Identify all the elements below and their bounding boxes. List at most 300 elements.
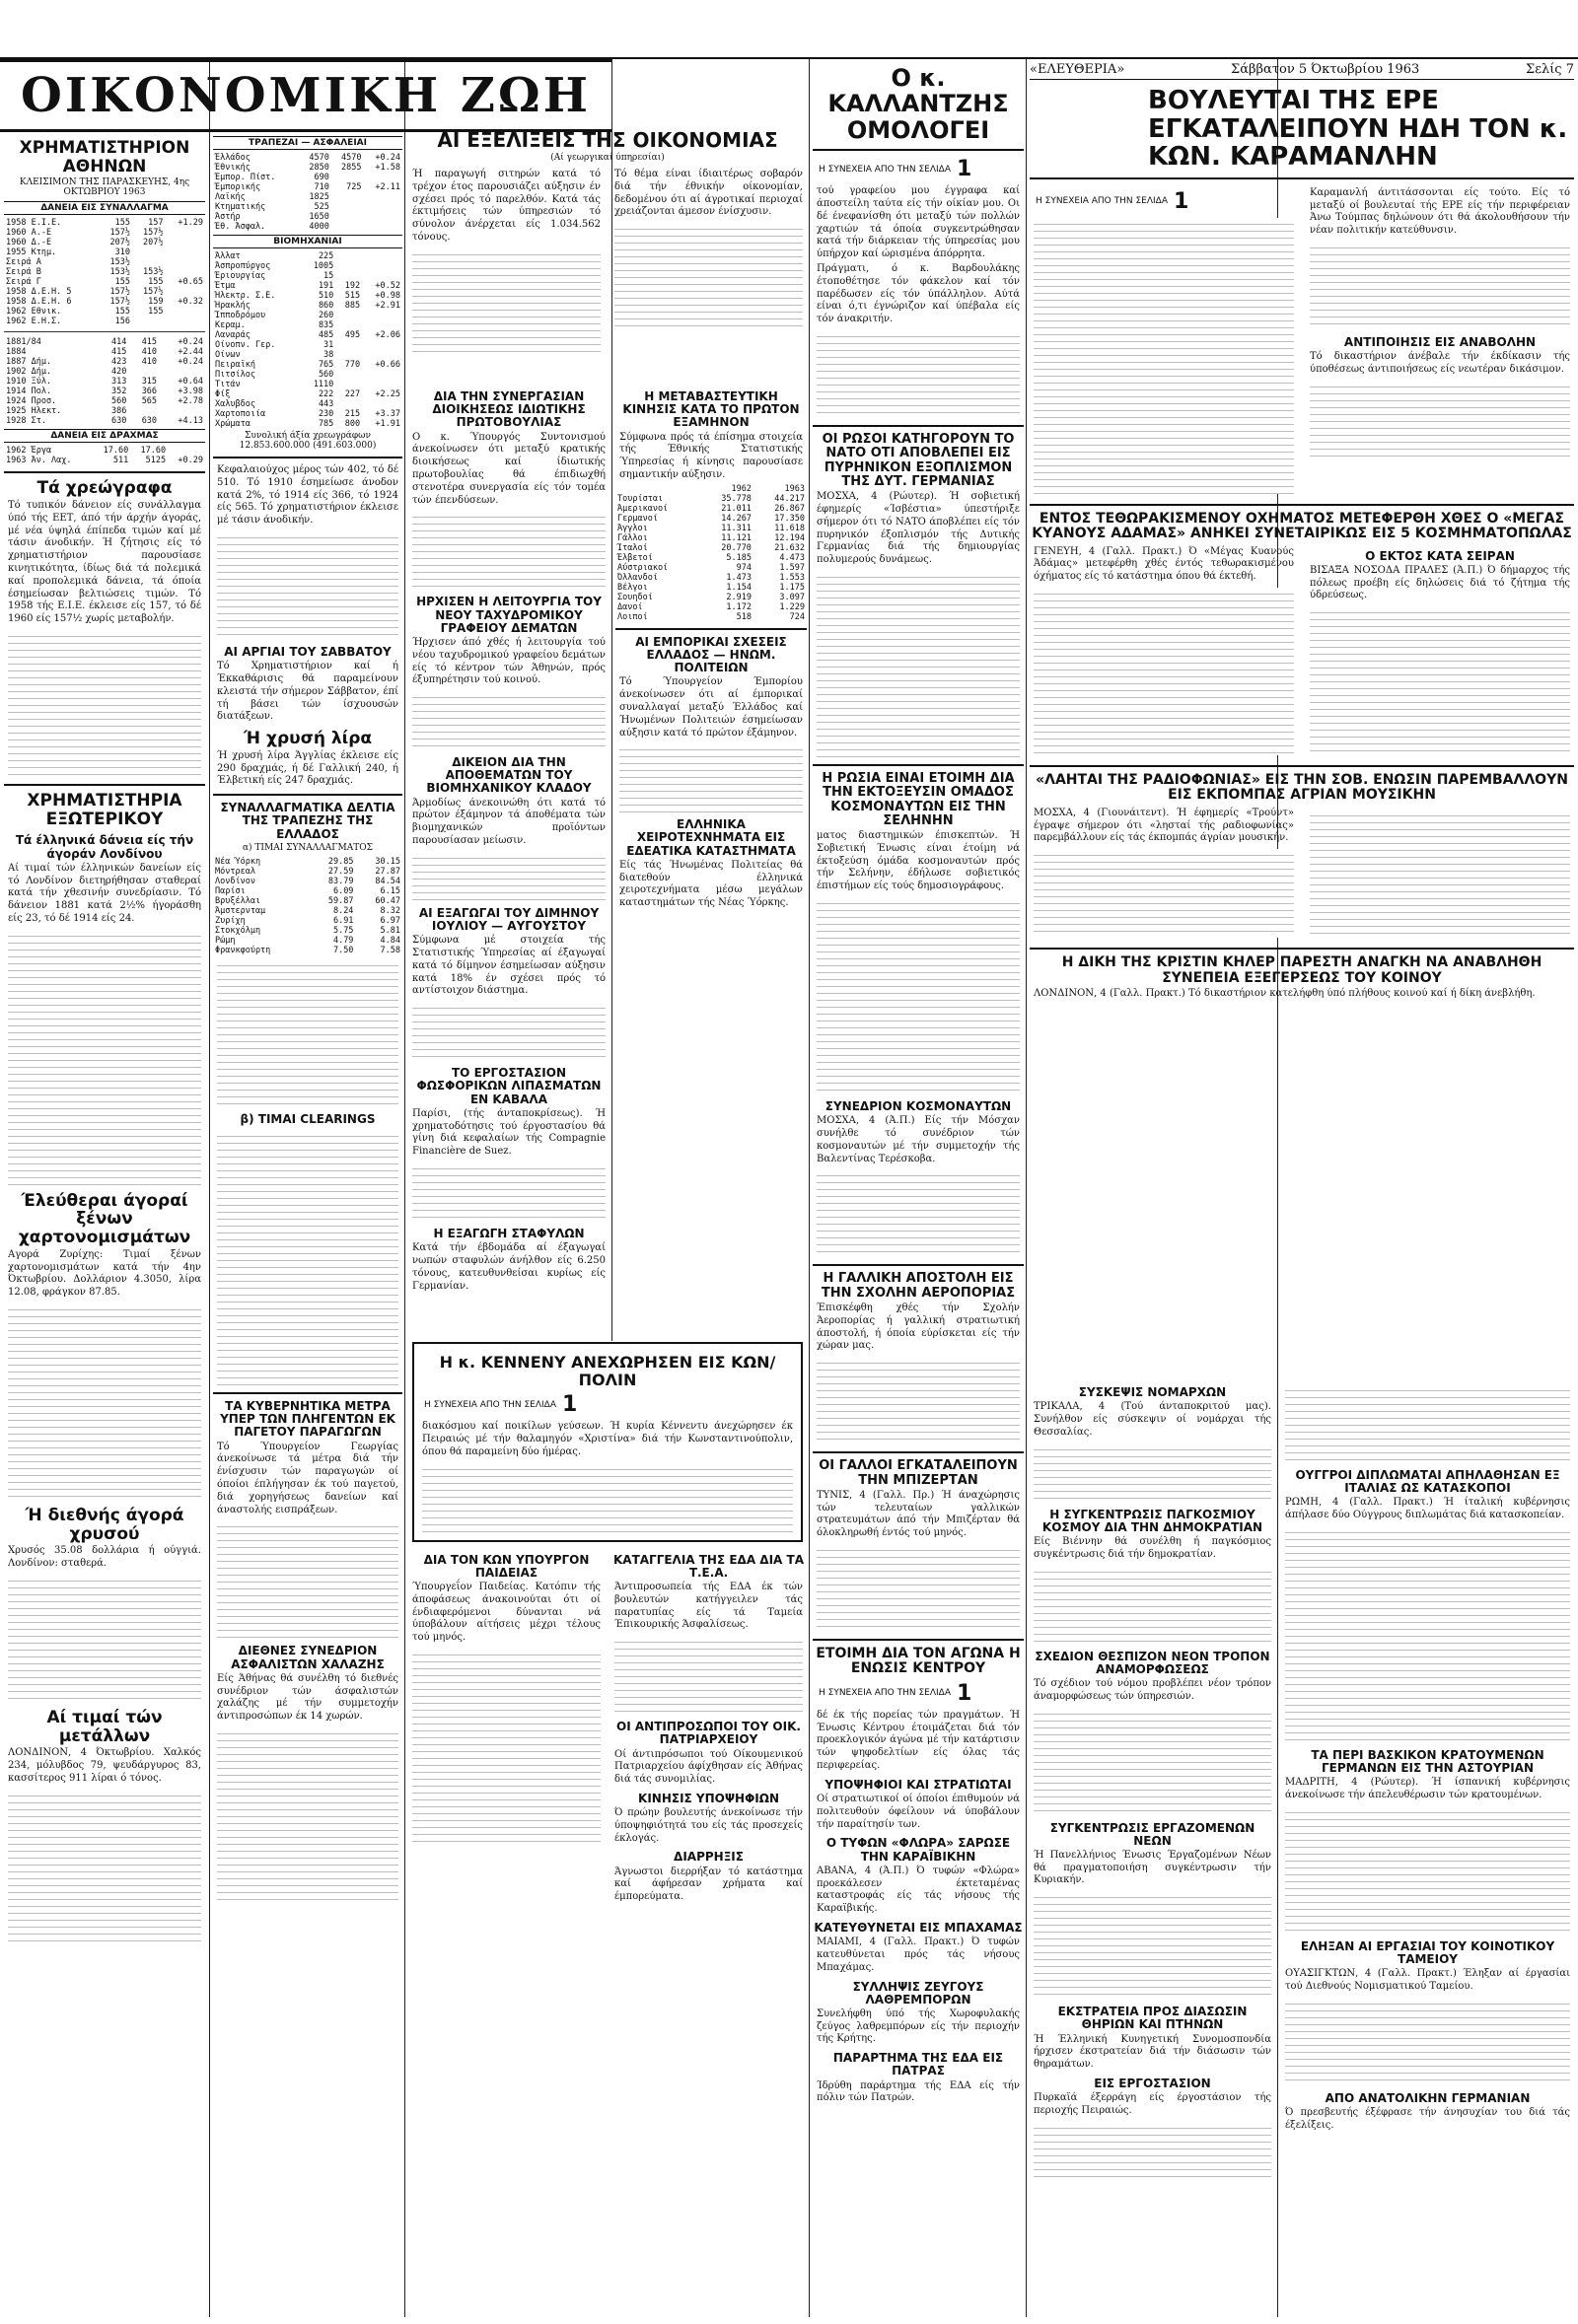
table-cell-value: 4000 <box>309 222 329 232</box>
table-cell-value: 84.54 <box>375 876 400 886</box>
text-block <box>422 1463 793 1532</box>
table-row <box>213 291 402 301</box>
table-cell-value: 159 <box>148 297 164 308</box>
table-cell-value: 17.60 <box>103 446 129 457</box>
table-row <box>615 602 807 612</box>
table-cell-value <box>166 247 206 257</box>
table-cell-name: Χαλυβδος <box>215 399 255 409</box>
table-cell-name: Σειρά Γ <box>6 277 41 288</box>
table-row <box>213 926 402 936</box>
eda-complaint-title: ΚΑΤΑΓΓΕΛΙΑ ΤΗΣ ΕΔΑ ΔΙΑ ΤΑ Τ.Ε.Α. <box>612 1552 804 1580</box>
military-candidates-body: Οί στρατιωτικοί οί όποίοι έπιθυμούν νά πολιτευθούν όφείλουν νά ύποβάλουν τήν παραίτησίν των. <box>817 1793 1020 1830</box>
table-cell-name: 1960 Δ.-Ε <box>6 238 52 248</box>
table-cell-value: 153½ <box>109 257 130 268</box>
table-row <box>213 906 402 916</box>
post-office-title: ΗΡΧΙΣΕΝ Η ΛΕΙΤΟΥΡΓΙΑ ΤΟΥ ΝΕΟΥ ΤΑΧΥΔΡΟΜΙΚΟΥ ΓΡΑΦΕΙΟΥ ΔΕΜΑΤΩΝ <box>416 595 602 635</box>
text-block <box>614 1636 803 1715</box>
table-cell-value: +0.64 <box>178 377 203 387</box>
table-row <box>4 406 205 416</box>
table-row <box>213 896 402 906</box>
table-cell-name: Ήρακλής <box>215 301 251 311</box>
table-cell-value: 157½ <box>109 297 130 308</box>
table-cell-name: Φρανκφούρτη <box>215 945 271 955</box>
table-cell-name: Πιτσίλος <box>215 370 255 380</box>
table-cell-value <box>364 192 402 202</box>
metals-body: ΛΟΝΔΙΝΟΝ, 4 Όκτωβρίου. Χαλκός 234, μόλυβδος 79, ψευδάργυρος 83, κασσίτερος 911 λίραι ό τόνος. <box>8 1747 201 1784</box>
table-cell-name: Έριουργίας <box>215 271 266 281</box>
foreign-exchanges-subtitle: Τά έλληνικά δάνεια είς τήν άγοράν Λονδίνου <box>15 833 194 861</box>
table-cell-value: 17.350 <box>774 513 805 524</box>
table-cell-name: Λαναράς <box>215 330 251 340</box>
table-cell-value <box>166 287 206 297</box>
table-cell-value: 560 <box>318 370 334 380</box>
tourism-title: Η ΜΕΤΑΒΑΣΤΕΥΤΙΚΗ ΚΙΝΗΣΙΣ ΚΑΤΑ ΤΟ ΠΡΩΤΟΝ ΕΞΑΜΗΝΟΝ <box>622 389 800 430</box>
table-row <box>213 222 402 232</box>
east-germany-title: ΑΠΟ ΑΝΑΤΟΛΙΚΗΝ ΓΕΡΜΑΝΙΑΝ <box>1325 2090 1531 2105</box>
table-cell-value: 157½ <box>143 287 164 298</box>
typhoon-body: ΑΒΑΝΑ, 4 (Ά.Π.) Ό τυφών «Φλώρα» προεκάλεσεν έκτεταμένας καταστροφάς είς τάς νήσους τής Καραϊβικής. <box>817 1865 1020 1915</box>
trade-relations-body: Τό Ύπουργείον Έμπορίου άνεκοίνωσεν ότι αί έμπορικαί συναλλαγαί μεταξύ Έλλάδος καί Ήνωμένων Πολιτειών έσημείωσαν αύξησιν κατά τό πρώτον έξάμηνον. <box>619 676 803 739</box>
continuation-page: 1 <box>956 157 972 182</box>
text-block <box>817 571 1020 758</box>
table-cell-value: 35.778 <box>721 493 752 504</box>
table-cell-value: 352 <box>110 387 127 397</box>
table-row <box>213 261 402 271</box>
table-row <box>4 297 205 307</box>
table-row <box>213 867 402 877</box>
table-cell-name: Έθ. Άσφαλ. <box>215 222 266 232</box>
metals-title: Αί τιμαί τών μετάλλων <box>46 1707 163 1746</box>
nomarchs-title: ΣΥΣΚΕΨΙΣ ΝΟΜΑΡΧΩΝ <box>1078 1385 1227 1399</box>
cooperation-title: ΔΙΑ ΤΗΝ ΣΥΝΕΡΓΑΣΙΑΝ ΔΙΟΙΚΗΣΕΩΣ ΙΔΙΩΤΙΚΗΣ ΠΡΩΤΟΒΟΥΛΙΑΣ <box>432 389 586 430</box>
centre-union-title: ΕΤΟΙΜΗ ΔΙΑ ΤΟΝ ΑΓΩΝΑ Η ΕΝΩΣΙΣ ΚΕΝΤΡΟΥ <box>816 1646 1021 1677</box>
diamond-body: ΓΕΝΕΥΗ, 4 (Γαλλ. Πρακτ.) Ό «Μέγας Κυανούς Άδάμας» μετεφέρθη χθές έντός τεθωρακισμένου όχήματος είς τό κατάστημα όπου θά έκτεθή. <box>1034 545 1294 583</box>
table-row <box>4 416 205 426</box>
continuation-label: Η ΣΥΝΕΧΕΙΑ ΑΠΟ ΤΗΝ ΣΕΛΙΔΑ <box>424 1399 556 1410</box>
column-rule <box>404 59 405 2317</box>
date-bar <box>1030 59 1574 80</box>
game-protection-body: Ή Έλληνική Κυνηγετική Συνομοσπονδία ήρχισεν έκστρατείαν διά τήν διάσωσιν τών θηραμάτων. <box>1034 2033 1271 2071</box>
bank-bulletin-subtitle: α) ΤΙΜΑΙ ΣΥΝΑΛΛΑΓΜΑΤΟΣ <box>242 842 374 853</box>
table-row <box>213 419 402 429</box>
kallantzis-body: τού γραφείου μου έγγραφα καί άποστείλη ταύτα είς τήν οίκίαν μου. Οι δέ ένεφανίσθη ότι μεταξύ τών πολλών χαρτιών τά όποία συγκεντρώθησαν κατά τήν διάρκειαν τής ύπηρεσίας μου ύπήρχον καί ώρισμένα άπόρρητα. <box>817 185 1020 260</box>
table-row <box>615 593 807 602</box>
table-cell-value: 1110 <box>313 380 334 389</box>
table-cell-value: 414 <box>110 337 127 348</box>
table-cell-name: Αύστριακοί <box>617 562 669 573</box>
table-cell-name: Σειρά Β <box>6 267 41 278</box>
table-cell-name: Έμπορικής <box>215 182 261 192</box>
table-cell-value: +0.29 <box>178 456 203 466</box>
text-block <box>8 1575 201 1703</box>
table-cell-name: Δανοί <box>617 601 643 612</box>
table-cell-value: 27.87 <box>375 866 400 877</box>
post-office-body: Ήρχισεν άπό χθές ή λειτουργία τού νέου ταχυδρομικού γραφείου δεμάτων είς τό κέντρον τών Άθηνών, πρός έξυπηρέτησιν τού κοινού. <box>412 636 606 686</box>
table-cell-value: +2.06 <box>375 330 400 340</box>
table-cell-name: Βέλγοι <box>617 582 648 593</box>
text-block <box>1310 242 1570 330</box>
candidates-body: Ό πρώην βουλευτής άνεκοίνωσε τήν ύποψηφιότητά του είς τάς προσεχείς έκλογάς. <box>614 1807 803 1844</box>
table-cell-name: Σειρά Α <box>6 257 41 268</box>
text-block <box>1034 1708 1271 1816</box>
burglary-body: Άγνωστοι διερρήξαν τό κατάστημα καί άφήρεσαν χρήματα καί έμπορεύματα. <box>614 1866 803 1903</box>
saturday-body: Τό Χρηματιστήριον καί ή Έκκαθάρισις θά παραμείνουν κλειστά τήν σήμερον Σάββατον, έπί τή βάσει τών ίσχυουσών διατάξεων. <box>217 661 398 723</box>
table-cell-value: 1.172 <box>726 601 752 612</box>
table-cell-value: 155 <box>148 277 164 288</box>
table-row <box>213 350 402 360</box>
table-row <box>4 387 205 396</box>
table-cell-value <box>362 380 402 389</box>
table-row <box>213 320 402 330</box>
kallantzis-body-b: Πράγματι, ό κ. Βαρδουλάκης έτοποθέτησε τόν φάκελον καί τόν παρέδωσεν είς τόν ύπάλληλον. Αύτά είναι ό,τι έγνώριζον καί ύπέβαλα είς τόν άνακριτήν. <box>817 262 1020 325</box>
table-cell-name: Κτηματικής <box>215 202 266 212</box>
table-row <box>213 281 402 291</box>
table-row <box>213 182 402 192</box>
young-workers-title: ΣΥΓΚΕΝΤΡΩΣΙΣ ΕΡΓΑΖΟΜΕΝΩΝ ΝΕΩΝ <box>1049 1820 1255 1848</box>
diamond-title: ΕΝΤΟΣ ΤΕΘΩΡΑΚΙΣΜΕΝΟΥ ΟΧΗΜΑΤΟΣ ΜΕΤΕΦΕΡΘΗ ΧΘΕΣ Ο «ΜΕΓΑΣ ΚΥΑΝΟΥΣ ΑΔΑΜΑΣ» ΑΝΗΚΕΙ ΣΥΝΕΤΑΙΡΙΚΩΣ ΕΙΣ 5 ΚΟΣΜΗΜΑΤΟΠΩΛΑΣ <box>1032 510 1572 542</box>
table-cell-value <box>335 380 362 389</box>
table-cell-value: 560 <box>110 396 127 407</box>
table-cell-value <box>331 222 364 232</box>
table-row <box>615 504 807 514</box>
text-block <box>619 743 803 812</box>
table-cell-name: Άλλατ <box>215 251 241 261</box>
frost-measures-body: Τό Ύπουργείον Γεωργίας άνεκοίνωσε τά μέτρα διά τήν ένίσχυσιν τών παραγωγών οί όποίοι έπλήγησαν έκ τού παγετού, διά χορηγήσεως δανείων καί άναστολής εισπράξεων. <box>217 1441 398 1515</box>
exports-title: ΑΙ ΕΞΑΓΩΓΑΙ ΤΟΥ ΔΙΜΗΝΟΥ ΙΟΥΛΙΟΥ — ΑΥΓΟΥΣΤΟΥ <box>418 905 600 934</box>
table-cell-value: 157 <box>148 218 164 229</box>
masthead: ΟΙΚΟΝΟΜΙΚΗ ΖΩΗ <box>0 59 611 132</box>
table-cell-name: Σουηδοί <box>617 592 653 602</box>
table-cell-value: +0.32 <box>178 297 203 308</box>
table-cell-value: 5.81 <box>380 925 400 936</box>
table-cell-value: 724 <box>789 611 805 622</box>
table-row <box>4 247 205 257</box>
tourism-body: Σύμφωνα πρός τά έπίσημα στοιχεία τής Έθνικής Στατιστικής Ύπηρεσίας ή κίνησις παρουσίασε σημαντικήν αύξησιν. <box>619 431 803 480</box>
education-notice-title: ΔΙΑ ΤΟΝ ΚΩΝ ΥΠΟΥΡΓΟΝ ΠΑΙΔΕΙΑΣ <box>423 1552 590 1580</box>
table-cell-value <box>166 257 206 267</box>
table-cell-name: 1928 Στ. <box>6 416 46 427</box>
table-cell-value: 83.79 <box>327 876 354 886</box>
table-cell-name: Άστήρ <box>215 212 241 222</box>
table-cell-name: Τιτάν <box>215 380 241 389</box>
typhoon-title: Ο ΤΥΦΩΝ «ΦΛΩΡΑ» ΣΑΡΩΣΕ ΤΗΝ ΚΑΡΑΪΒΙΚΗΝ <box>825 1836 1011 1864</box>
column-rule <box>209 59 210 2317</box>
table-cell-name: 1962 Ε.Η.Σ. <box>6 317 62 327</box>
table-cell-value: +1.91 <box>375 419 400 429</box>
table-cell-value <box>335 320 362 330</box>
table-row <box>213 946 402 955</box>
exchange-title: ΧΡΗΜΑΤΙΣΤΗΡΙΟΝ ΑΘΗΝΩΝ <box>19 138 190 176</box>
handicrafts-body: Είς τάς Ήνωμένας Πολιτείας θά διατεθούν έλληνικά χειροτεχνήματα μέσω μεγάλων καταστημάτων τής Νέας Ύόρκης. <box>619 859 803 909</box>
foreign-exchanges-title: ΧΡΗΜΑΤΙΣΤΗΡΙΑ ΕΞΩΤΕΡΙΚΟΥ <box>27 791 182 829</box>
radio-pirates-title: «ΛΑΗΤΑΙ ΤΗΣ ΡΑΔΙΟΦΩΝΙΑΣ» ΕΙΣ ΤΗΝ ΣΟΒ. ΕΝΩΣΙΝ ΠΑΡΕΜΒΑΛΛΟΥΝ ΕΙΣ ΕΚΠΟΜΠΑΣ ΑΓΡΙΑΝ ΜΟΥΣΙΚΗΝ <box>1036 771 1568 804</box>
table-cell-value: 17.60 <box>140 446 167 457</box>
table-cell-value: +0.65 <box>178 277 203 288</box>
table-cell-value: 3.097 <box>779 592 805 602</box>
text-block <box>217 959 398 1107</box>
factory-fire-title: ΕΙΣ ΕΡΓΟΣΤΑΣΙΟΝ <box>1094 2077 1211 2091</box>
table-cell-name: Νέα Ύόρκη <box>215 856 261 867</box>
table-cell-value: 30.15 <box>375 856 400 867</box>
text-block <box>412 691 606 750</box>
table-row <box>4 377 205 387</box>
candidates-title: ΚΙΝΗΣΙΣ ΥΠΟΨΗΦΙΩΝ <box>638 1791 779 1805</box>
table-cell-value: 765 <box>318 360 334 370</box>
table-cell-value: 310 <box>114 247 130 258</box>
text-block <box>1034 1891 1271 2000</box>
table-cell-value: 415 <box>110 347 127 358</box>
cosmonauts-title: ΣΥΝΕΔΡΙΟΝ ΚΟΣΜΟΝΑΥΤΩΝ <box>825 1099 1012 1114</box>
continuation-page: 1 <box>1173 188 1189 214</box>
table-cell-value <box>335 311 362 320</box>
text-block <box>412 1162 606 1222</box>
table-cell-value: 215 <box>344 409 361 419</box>
table-row <box>615 612 807 622</box>
table-cell-name: Έλλάδος <box>215 153 251 163</box>
table-cell-value: +1.29 <box>178 218 203 229</box>
banks-header: ΤΡΑΠΕΖΑΙ — ΑΣΦΑΛΕΙΑΙ <box>213 136 402 150</box>
table-cell-name: Έλβετοί <box>617 552 653 563</box>
table-cell-name: Ζυρίχη <box>215 915 246 926</box>
table-row <box>4 257 205 267</box>
table-cell-value <box>335 271 362 281</box>
table-cell-name: 1924 Προσ. <box>6 396 57 407</box>
table-row <box>213 202 402 212</box>
table-cell-value <box>128 367 159 377</box>
table-cell-name: Χαρτοποιία <box>215 409 266 419</box>
table-header-row <box>615 484 807 494</box>
text-block <box>217 1130 398 1386</box>
economy-title: ΑΙ ΕΞΕΛΙΞΕΙΣ ΤΗΣ ΟΙΚΟΝΟΜΙΑΣ <box>437 128 778 152</box>
exchange-subtitle: ΚΛΕΙΣΙΜΟΝ ΤΗΣ ΠΑΡΑΣΚΕΥΗΣ, 4ης ΟΚΤΩΒΡΙΟΥ 1963 <box>19 177 190 198</box>
table-cell-value: 410 <box>141 347 158 358</box>
table-cell-value <box>335 340 362 350</box>
saturday-title: ΑΙ ΑΡΓΙΑΙ ΤΟΥ ΣΑΒΒΑΤΟΥ <box>224 644 392 659</box>
reform-body: Τό σχέδιον τού νόμου προβλέπει νέον τρόπον άναμορφώσεως τών ύπηρεσιών. <box>1034 1677 1271 1702</box>
imf-body: ΟΥΑΣΙΓΚΤΩΝ, 4 (Γαλλ. Πρακτ.) Έληξαν αί έργασίαι τού Διεθνούς Νομισματικού Ταμείου. <box>1285 1968 1570 1993</box>
kennedy-title: Η κ. ΚΕΝΝΕΝΥ ΑΝΕΧΩΡΗΣΕΝ ΕΙΣ ΚΩΝ/ΠΟΛΙΝ <box>439 1353 776 1389</box>
text-block <box>817 330 1020 419</box>
text-block <box>1034 1444 1271 1503</box>
table-cell-value: 1.597 <box>779 562 805 573</box>
table-cell-value: 27.59 <box>327 866 354 877</box>
table-cell-value <box>362 271 402 281</box>
column-3 <box>408 385 610 1331</box>
ere-title: ΒΟΥΛΕΥΤΑΙ ΤΗΣ ΕΡΕ ΕΓΚΑΤΑΛΕΙΠΟΥΝ ΗΔΗ ΤΟΝ κ. ΚΩΝ. ΚΑΡΑΜΑΝΛΗΝ <box>1148 86 1568 173</box>
text-block <box>1034 2122 1271 2181</box>
text-block <box>614 223 803 331</box>
table-cell-value: 1.473 <box>726 572 752 583</box>
economy-subtitle: (Αί γεωργικαί ύπηρεσίαι) <box>550 153 665 163</box>
table-row <box>213 399 402 409</box>
table-row <box>4 456 205 465</box>
table-cell-name: Ήλεκτρ. Σ.Ε. <box>215 291 276 301</box>
table-cell-name: Λονδίνον <box>215 876 255 886</box>
table-cell-value: 1.154 <box>726 582 752 593</box>
tourism-table <box>615 484 807 622</box>
table-cell-value: 192 <box>344 281 361 291</box>
text-block <box>1310 606 1570 754</box>
patriarchate-title: ΟΙ ΑΝΤΙΠΡΟΣΩΠΟΙ ΤΟΥ ΟΙΚ. ΠΑΤΡΙΑΡΧΕΙΟΥ <box>616 1720 801 1747</box>
table-cell-value: 207½ <box>143 238 164 248</box>
continuation-marker <box>424 1392 791 1417</box>
democracy-title: Η ΣΥΓΚΕΝΤΡΩΣΙΣ ΠΑΓΚΟΣΜΙΟΥ ΚΟΣΜΟΥ ΔΙΑ ΤΗΝ ΔΗΜΟΚΡΑΤΙΑΝ <box>1041 1507 1263 1534</box>
exports-body: Σύμφωνα μέ στοιχεία τής Στατιστικής Ύπηρεσίας αί έξαγωγαί κατά τό δίμηνον έσημείωσαν αύξησιν κατά 18% έν σχέσει πρός τό αντίστοιχον διάστημα. <box>412 935 606 997</box>
text-block <box>817 1357 1020 1445</box>
economy-body-b: Τό θέμα είναι ίδιαιτέρως σοβαρόν διά τήν έθνικήν οίκονομίαν, δεδομένου ότι αί άγροτικαί περιοχαί χρειάζονται άμεσον ένίσχυσιν. <box>614 169 803 218</box>
text-block <box>217 531 398 640</box>
table-cell-name: Λαϊκής <box>215 192 246 202</box>
table-cell-name: 1925 Ηλεκτ. <box>6 406 62 417</box>
table-cell-value: 8.24 <box>332 905 354 916</box>
table-cell-value: 420 <box>110 367 127 378</box>
swiss-market-body: Αγορά Ζυρίχης: Τιμαί ξένων χαρτονομισμάτων κατά τήν 4ην Όκτωβρίου. Δολλάριον 4.3050, λίρα 12.08, φράγκον 87.85. <box>8 1248 201 1299</box>
table-cell-value: 4.79 <box>332 935 354 946</box>
table-cell-value <box>128 406 159 416</box>
paper-name: «ΕΛΕΥΘΕΡΙΑ» <box>1030 61 1125 77</box>
table-row <box>213 360 402 370</box>
table-cell-value: 835 <box>318 320 334 330</box>
table-cell-value: +0.66 <box>375 360 400 370</box>
table-cell-name: Φίξ <box>215 389 231 399</box>
drachma-header: ΔΑΝΕΙΑ ΕΙΣ ΔΡΑΧΜΑΣ <box>4 429 205 443</box>
table-cell-value <box>364 202 402 212</box>
table-cell-value: +2.11 <box>375 182 400 192</box>
game-protection-title: ΕΚΣΤΡΑΤΕΙΑ ΠΡΟΣ ΔΙΑΣΩΣΙΝ ΘΗΡΙΩΝ ΚΑΙ ΠΤΗΝΩΝ <box>1057 2005 1248 2032</box>
table-cell-value: 191 <box>318 281 334 291</box>
table-cell-value <box>335 251 362 261</box>
text-block <box>1285 1806 1570 1935</box>
table-cell-value: 11.121 <box>721 532 752 543</box>
table-cell-value <box>166 228 206 238</box>
industry-table <box>213 251 402 429</box>
text-block <box>412 511 606 590</box>
gold-lira-body: Ή χρυσή λίρα Άγγλίας έκλεισε είς 290 δραχμάς, ή δέ Γαλλική 240, ή Έλβετική είς 247 δραχμάς. <box>217 749 398 787</box>
table-cell-name: 1881/84 <box>6 337 41 348</box>
table-cell-value: 207½ <box>109 238 130 248</box>
table-cell-value: 12.194 <box>774 532 805 543</box>
young-workers-body: Ή Πανελλήνιος Ένωσις Έργαζομένων Νέων θά πραγματοποιήση συγκέντρωσιν τήν Κυριακήν. <box>1034 1849 1271 1886</box>
table-cell-value: 443 <box>318 399 334 409</box>
table-row <box>4 267 205 277</box>
trial-body: ΒΙΣΑΞΑ ΝΟΣΟΔΑ ΠΡΑΛΕΣ (Ά.Π.) Ό δήμαρχος τής πόλεως προέβη είς δηλώσεις διά τό ζήτημα τής ύδρεύσεως. <box>1310 564 1570 601</box>
table-cell-value: 518 <box>736 611 752 622</box>
table-cell-value: 222 <box>318 389 334 399</box>
banks-table <box>213 153 402 232</box>
table-row <box>4 337 205 347</box>
table-cell-value: 11.618 <box>774 523 805 533</box>
table-cell-name: Άμστερνταμ <box>215 905 266 916</box>
table-cell-value: 4.84 <box>380 935 400 946</box>
table-cell-value: 415 <box>141 337 158 348</box>
burglary-title: ΔΙΑΡΡΗΞΙΣ <box>674 1850 744 1865</box>
table-cell-value: 770 <box>344 360 361 370</box>
asturias-body: ΜΑΔΡΙΤΗ, 4 (Ρώυτερ). Ή ίσπανική κυβέρνησις άνεκοίνωσε τήν άπελευθέρωσιν τών κρατουμένων. <box>1285 1777 1570 1801</box>
text-block <box>8 1303 201 1501</box>
bahamas-body: ΜΑΙΑΜΙ, 4 (Γαλλ. Πρακτ.) Ό τυφών κατευθύνεται πρός τάς νήσους Μπαχάμας. <box>817 1937 1020 1973</box>
loans-table <box>4 218 205 326</box>
table-cell-value: 14.267 <box>721 513 752 524</box>
table-cell-value: 800 <box>344 419 361 429</box>
fx-rates-table <box>213 857 402 955</box>
table-cell-value: +2.44 <box>178 347 203 358</box>
table-row <box>213 173 402 182</box>
table-cell-value: 1.553 <box>779 572 805 583</box>
table-cell-value: +0.98 <box>375 291 400 301</box>
table-cell-value: 1650 <box>309 212 329 222</box>
table-cell-value: 515 <box>344 291 361 301</box>
grape-export-title: Η ΕΞΑΓΩΓΗ ΣΤΑΦΥΛΩΝ <box>433 1226 585 1240</box>
frost-measures-title: ΤΑ ΚΥΒΕΡΝΗΤΙΚΑ ΜΕΤΡΑ ΥΠΕΡ ΤΩΝ ΠΛΗΓΕΝΤΩΝ ΕΚ ΠΑΓΕΤΟΥ ΠΑΡΑΓΩΓΩΝ <box>220 1398 395 1440</box>
table-cell-value: 260 <box>318 311 334 320</box>
table-cell-value: 1005 <box>313 261 334 271</box>
table-cell-value <box>362 370 402 380</box>
table-cell-value <box>331 173 364 182</box>
table-cell-value <box>166 267 206 277</box>
text-block <box>817 897 1020 1094</box>
table-cell-name: Μόντρεαλ <box>215 866 255 877</box>
table-cell-value <box>362 311 402 320</box>
table-cell-value <box>166 238 206 247</box>
table-cell-value <box>331 202 364 212</box>
text-block <box>1034 849 1294 938</box>
column-5b <box>1030 1380 1275 2312</box>
table-cell-value: 860 <box>318 301 334 311</box>
table-cell-value: 386 <box>110 406 127 417</box>
table-cell-value: 21.632 <box>774 542 805 553</box>
swiss-market-title: Έλεύθεραι άγοραί ξένων χαρτονομισμάτων <box>18 1190 191 1248</box>
table-cell-value: 423 <box>110 357 127 368</box>
table-cell-value: 8.32 <box>380 905 400 916</box>
table-cell-name: Πειραϊκή <box>215 360 255 370</box>
table-row <box>4 307 205 317</box>
stocks-title: ΔΙΚΕΙΟΝ ΔΙΑ ΤΗΝ ΑΠΟΘΕΜΑΤΩΝ ΤΟΥ ΒΙΟΜΗΧΑΝΙΚΟΥ ΚΛΑΔΟΥ <box>426 755 592 796</box>
table-cell-value <box>335 261 362 271</box>
table-cell-name: Κεραμ. <box>215 320 246 330</box>
french-mission-title: Η ΓΑΛΛΙΚΗ ΑΠΟΣΤΟΛΗ ΕΙΣ ΤΗΝ ΣΧΟΛΗΝ ΑΕΡΟΠΟΡΙΑΣ <box>821 1271 1016 1301</box>
text-block <box>412 1002 606 1061</box>
table-cell-value: 5125 <box>145 456 167 466</box>
market-body: Κεφαλαιούχος μέρος τών 402, τό δέ 510. Τό 1910 έσημείωσε άνοδον κατά 2%, τό 1914 είς 366, τό 1924 είς 565. Τό χρηματιστήριον έκλεισε μέ τάσιν άνοδικήν. <box>217 464 398 527</box>
table-cell-name: Οίνοπν. Γερ. <box>215 340 276 350</box>
table-cell-value: +1.58 <box>375 163 400 173</box>
table-cell-value: 26.867 <box>774 503 805 514</box>
table-row <box>4 287 205 297</box>
gold-market-title: Ή διεθνής άγορά χρυσού <box>25 1506 184 1544</box>
table-cell-value: 510 <box>318 291 334 301</box>
table-cell-value <box>335 370 362 380</box>
text-block <box>1310 381 1570 459</box>
military-candidates-title: ΥΠΟΨΗΦΙΟΙ ΚΑΙ ΣΤΡΑΤΙΩΤΑΙ <box>825 1777 1012 1792</box>
table-row <box>615 524 807 533</box>
table-cell-value: 313 <box>110 377 127 387</box>
column-rule <box>1026 59 1027 2317</box>
table-cell-name: Χρώματα <box>215 419 251 429</box>
asturias-title: ΤΑ ΠΕΡΙ ΒΑΣΚΙΚΟΝ ΚΡΑΤΟΥΜΕΝΩΝ ΓΕΡΜΑΝΩΝ ΕΙΣ ΤΗΝ ΑΣΤΟΥΡΙΑΝ <box>1311 1747 1544 1776</box>
table-cell-value: 227 <box>344 389 361 399</box>
hail-congress-body: Είς Άθήνας θά συνέλθη τό διεθνές συνέδριον τών άσφαλιστών χαλάζης μέ τήν συμμετοχήν άντιπροσώπων έκ 14 χωρών. <box>217 1672 398 1723</box>
table-cell-value: 565 <box>141 396 158 407</box>
table-header-cell: 1962 <box>731 483 752 494</box>
table-cell-value <box>168 446 205 456</box>
reform-title: ΣΧΕΔΙΟΝ ΘΕΣΠΙΖΟΝ ΝΕΟΝ ΤΡΟΠΟΝ ΑΝΑΜΟΡΦΩΣΕΩΣ <box>1035 1649 1270 1676</box>
column-6 <box>1030 81 1574 1377</box>
table-cell-name: 1884 <box>6 347 27 358</box>
table-cell-name: 1962 Έργα <box>6 446 52 457</box>
issue-date: Σάββατον 5 Όκτωβρίου 1963 <box>1231 61 1420 77</box>
table-cell-value <box>364 173 402 182</box>
table-cell-value: 1.229 <box>779 601 805 612</box>
